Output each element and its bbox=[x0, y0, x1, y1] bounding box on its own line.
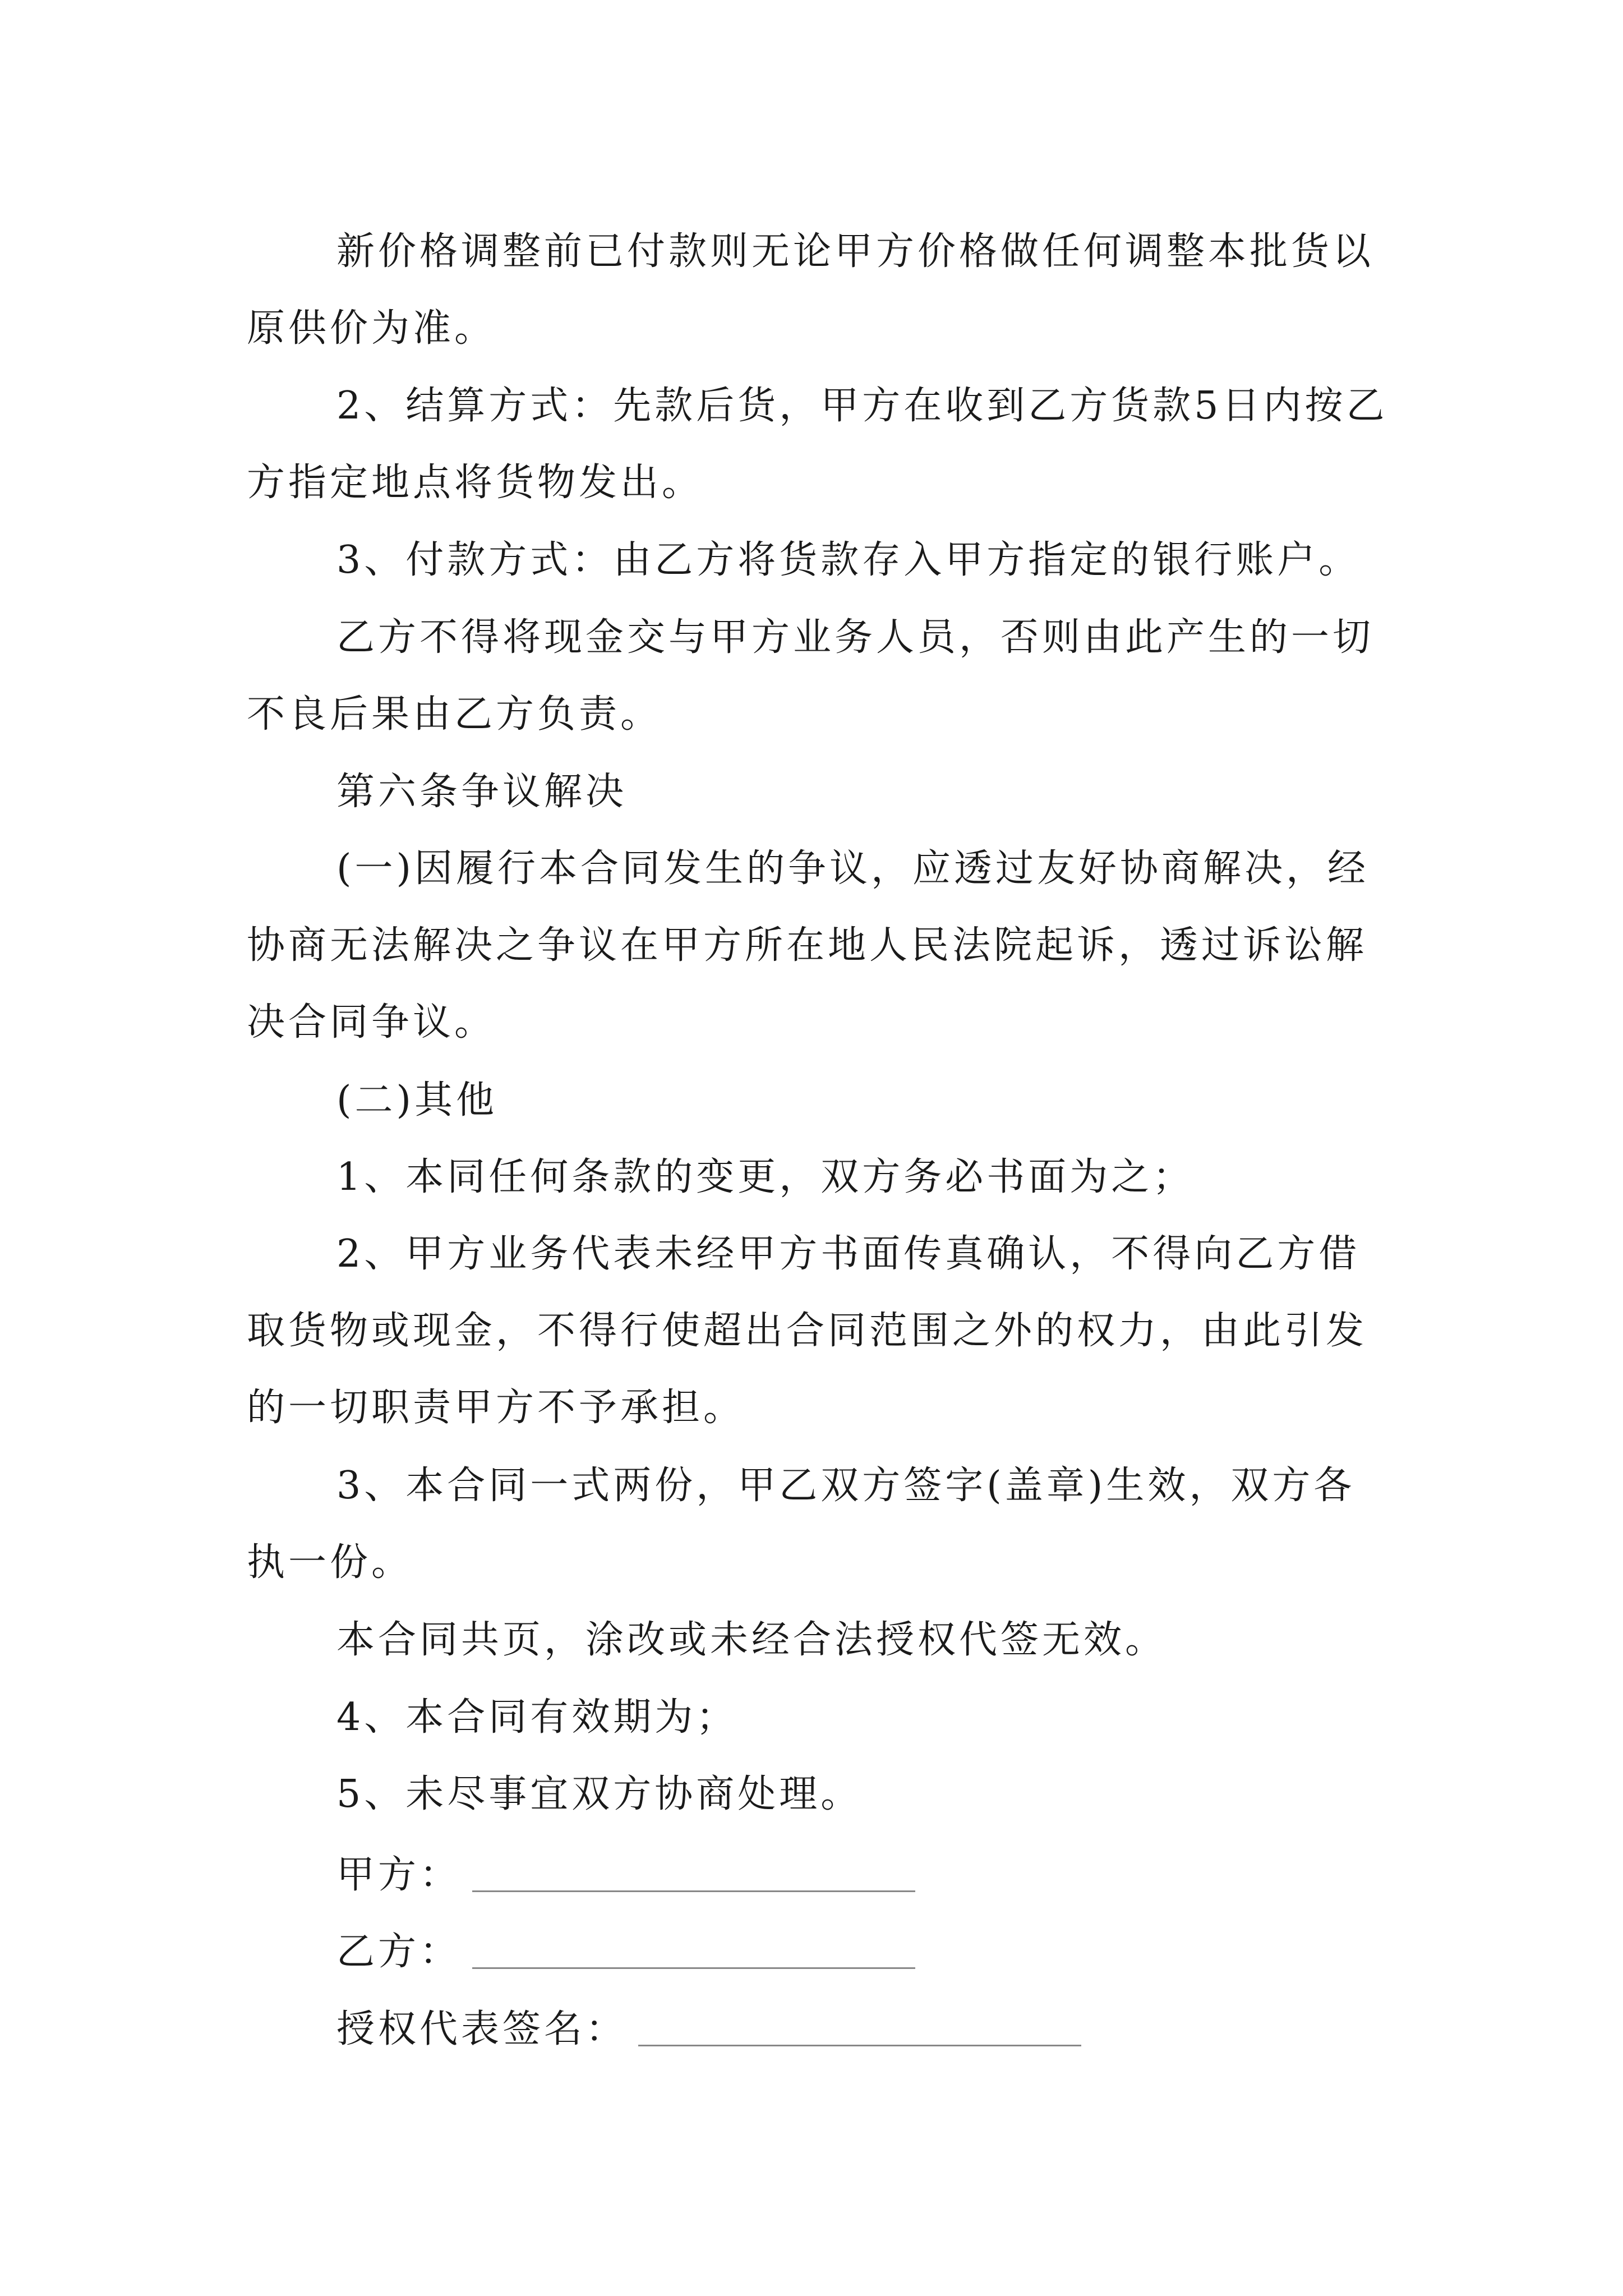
signature-row-party-a bbox=[336, 1833, 915, 1910]
party-b-signature-line[interactable] bbox=[472, 1967, 915, 1969]
authorized-signature-line[interactable] bbox=[638, 2045, 1081, 2046]
paragraph-settlement-method: 2、结算方式：先款后货，甲方在收到乙方货款5日内按乙方指定地点将货物发出。 bbox=[247, 384, 1388, 505]
signature-row-party-b bbox=[336, 1910, 915, 1987]
authorized-signature-label: 授权代表签名： bbox=[336, 2007, 628, 2051]
section-heading-dispute: 第六条争议解决 bbox=[336, 770, 628, 814]
paragraph-cash-warning: 乙方不得将现金交与甲方业务人员，否则由此产生的一切不良后果由乙方负责。 bbox=[247, 615, 1375, 737]
paragraph-other-matters: 5、未尽事宜双方协商处理。 bbox=[336, 1772, 863, 1816]
signature-row-authorized bbox=[336, 1987, 1081, 2064]
section-heading-other: (二)其他 bbox=[336, 1078, 498, 1122]
paragraph-price-adjustment: 新价格调整前已付款则无论甲方价格做任何调整本批货以原供价为准。 bbox=[247, 229, 1375, 351]
paragraph-validity-period: 4、本合同有效期为； bbox=[336, 1695, 738, 1740]
party-b-label: 乙方： bbox=[336, 1930, 462, 1974]
paragraph-copies: 3、本合同一式两份，甲乙双方签字(盖章)生效，双方各执一份。 bbox=[247, 1464, 1355, 1585]
paragraph-dispute-resolution: (一)因履行本合同发生的争议，应透过友好协商解决，经协商无法解决之争议在甲方所在地人民法院起诉，透过诉讼解决合同争议。 bbox=[247, 846, 1370, 1045]
party-a-label: 甲方： bbox=[336, 1853, 462, 1897]
paragraph-changes-in-writing: 1、本同任何条款的变更，双方务必书面为之； bbox=[336, 1155, 1195, 1199]
paragraph-payment-method: 3、付款方式：由乙方将货款存入甲方指定的银行账户。 bbox=[336, 538, 1361, 582]
paragraph-page-count: 本合同共页，涂改或未经合法授权代签无效。 bbox=[336, 1618, 1167, 1662]
paragraph-representative-limits: 2、甲方业务代表未经甲方书面传真确认，不得向乙方借取货物或现金，不得行使超出合同范围之外的权力，由此引发的一切职责甲方不予承担。 bbox=[247, 1232, 1368, 1430]
party-a-signature-line[interactable] bbox=[472, 1890, 915, 1892]
